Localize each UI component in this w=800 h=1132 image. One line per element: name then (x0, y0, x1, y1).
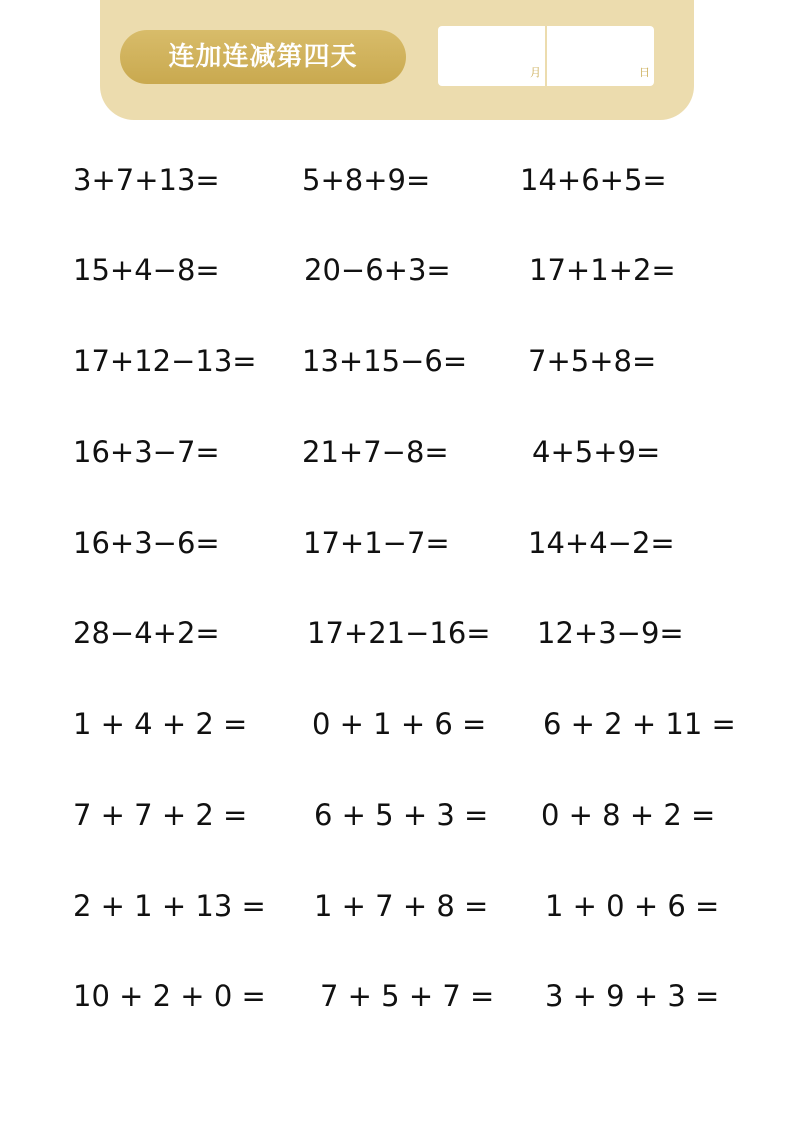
problem-7-3: 6 + 2 + 11 = (543, 707, 736, 741)
problem-4-2: 21+7−8= (302, 435, 449, 469)
problem-5-1: 16+3−6= (73, 526, 220, 560)
problem-8-3: 0 + 8 + 2 = (541, 798, 716, 832)
problem-4-3: 4+5+9= (532, 435, 661, 469)
problem-10-3: 3 + 9 + 3 = (545, 979, 720, 1013)
day-field[interactable] (547, 26, 654, 86)
problem-8-1: 7 + 7 + 2 = (73, 798, 248, 832)
problem-2-3: 17+1+2= (529, 253, 676, 287)
problem-10-2: 7 + 5 + 7 = (320, 979, 495, 1013)
problem-10-1: 10 + 2 + 0 = (73, 979, 266, 1013)
problem-6-3: 12+3−9= (537, 616, 684, 650)
problem-5-2: 17+1−7= (303, 526, 450, 560)
problem-1-3: 14+6+5= (520, 163, 667, 197)
month-label: 月 (530, 66, 541, 79)
problem-6-2: 17+21−16= (307, 616, 491, 650)
problem-3-1: 17+12−13= (73, 344, 257, 378)
problem-3-2: 13+15−6= (302, 344, 468, 378)
problem-4-1: 16+3−7= (73, 435, 220, 469)
problem-1-1: 3+7+13= (73, 163, 220, 197)
problem-2-2: 20−6+3= (304, 253, 451, 287)
problem-2-1: 15+4−8= (73, 253, 220, 287)
problem-5-3: 14+4−2= (528, 526, 675, 560)
day-label: 日 (639, 66, 650, 79)
problem-7-1: 1 + 4 + 2 = (73, 707, 248, 741)
problem-9-1: 2 + 1 + 13 = (73, 889, 266, 923)
problem-3-3: 7+5+8= (528, 344, 657, 378)
problem-7-2: 0 + 1 + 6 = (312, 707, 487, 741)
worksheet-title: 连加连减第四天 (120, 30, 406, 84)
problem-8-2: 6 + 5 + 3 = (314, 798, 489, 832)
problem-6-1: 28−4+2= (73, 616, 220, 650)
problem-9-3: 1 + 0 + 6 = (545, 889, 720, 923)
header-band (100, 0, 694, 120)
problem-9-2: 1 + 7 + 8 = (314, 889, 489, 923)
month-field[interactable] (438, 26, 545, 86)
problem-1-2: 5+8+9= (302, 163, 431, 197)
date-box (438, 26, 654, 86)
